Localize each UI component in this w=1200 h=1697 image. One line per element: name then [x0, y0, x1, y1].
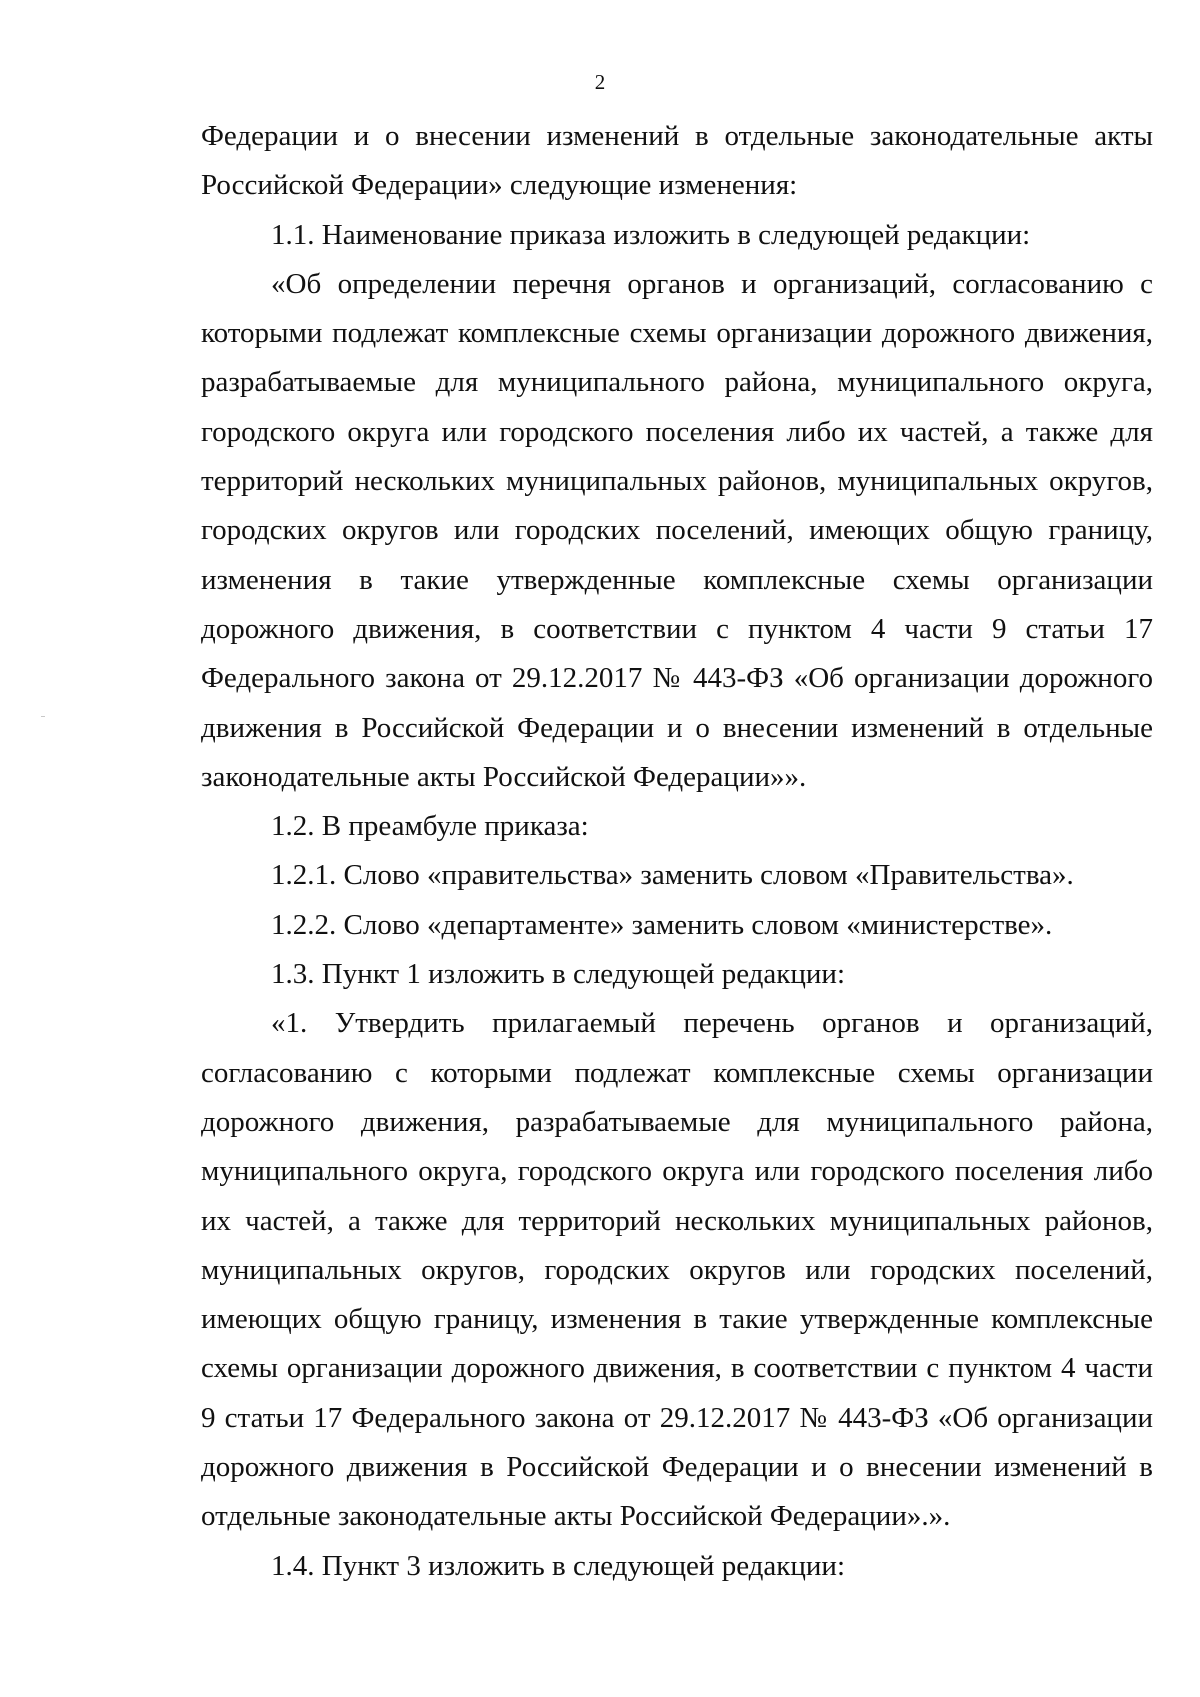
paragraph-continuation: Федерации и о внесении изменений в отдельные законодательные акты Российской Федерации» следующие изменения:: [201, 120, 1153, 202]
scan-artifact: [41, 716, 45, 717]
paragraph-new-title: «Об определении перечня органов и организаций, согласованию с которыми подлежат комплексные схемы организации дорожного движения, разрабатываемые для муниципального района, муниципального округа, городского округа или городского поселения либо их частей, а также для территорий нескольких муниципальных районов, муниципальных округов, городских округов или городских поселений, имеющих общую границу, изменения в такие утвержденные комплексные схемы организации дорожного движения, в соответствии с пунктом 4 части 9 статьи 17 Федерального закона от 29.12.2017 № 443-ФЗ «Об организации дорожного движения в Российской Федерации и о внесении изменений в отдельные законодательные акты Российской Федерации»».: [201, 267, 1153, 793]
page-number: 2: [594, 70, 606, 94]
paragraph-item-1-4: 1.4. Пункт 3 изложить в следующей редакции:: [271, 1549, 846, 1582]
document-body: [201, 112, 1153, 1591]
paragraph-item-1-2-2: 1.2.2. Слово «департаменте» заменить словом «министерстве».: [271, 908, 1053, 941]
paragraph-item-1-2-1: 1.2.1. Слово «правительства» заменить словом «Правительства».: [271, 859, 1074, 892]
paragraph-new-point-1: «1. Утвердить прилагаемый перечень органов и организаций, согласованию с которыми подлежат комплексные схемы организации дорожного движения, разрабатываемые для муниципального района, муниципального округа, городского округа или городского поселения либо их частей, а также для территорий нескольких муниципальных районов, муниципальных округов, городских округов или городских поселений, имеющих общую границу, изменения в такие утвержденные комплексные схемы организации дорожного движения, в соответствии с пунктом 4 части 9 статьи 17 Федерального закона от 29.12.2017 № 443-ФЗ «Об организации дорожного движения в Российской Федерации и о внесении изменений в отдельные законодательные акты Российской Федерации».».: [201, 1007, 1153, 1533]
paragraph-item-1-3: 1.3. Пункт 1 изложить в следующей редакции:: [271, 958, 846, 991]
paragraph-item-1-2: 1.2. В преамбуле приказа:: [271, 810, 589, 843]
paragraph-item-1-1: 1.1. Наименование приказа изложить в следующей редакции:: [271, 218, 1031, 251]
